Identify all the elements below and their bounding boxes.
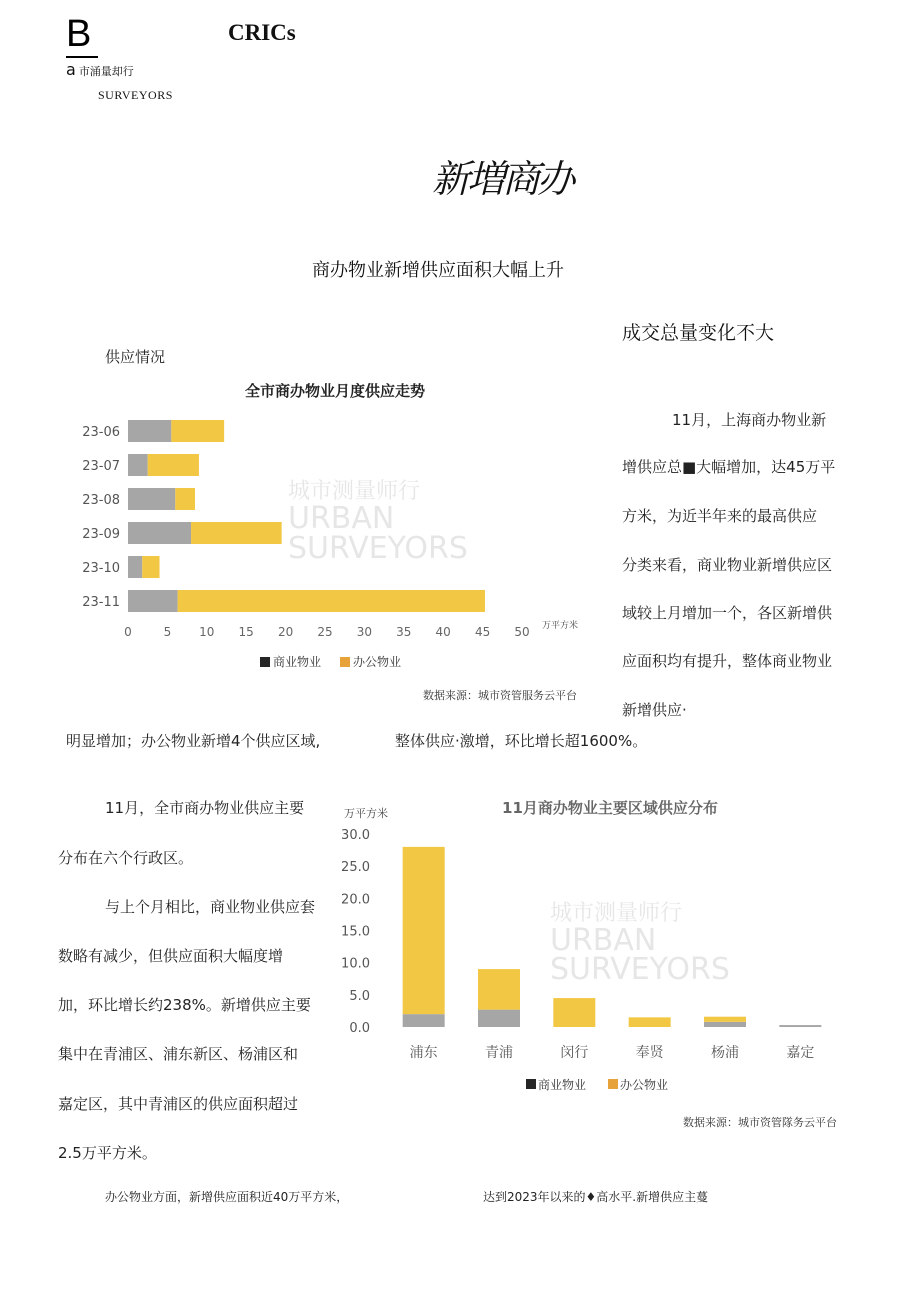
category-label: 23-09 — [82, 527, 120, 542]
summary-line-left: 明显增加；办公物业新增4个供应区域, — [66, 732, 321, 750]
x-tick-label: 40 — [435, 625, 451, 639]
page-title: 新増商办 — [432, 157, 573, 201]
x-tick-label: 30 — [356, 625, 373, 639]
left-paragraph-line: 2.5万平方米。 — [58, 1144, 157, 1162]
logo-sub-a: a — [66, 60, 76, 79]
left-paragraph-line: 分布在六个行政区。 — [58, 849, 194, 867]
bar-office — [553, 998, 595, 1027]
x-tick-label: 50 — [514, 625, 530, 639]
chart-title: 全市商办物业月度供应走势 — [244, 382, 426, 400]
watermark-line3: SURVEYORS — [288, 531, 468, 566]
x-tick-label: 35 — [396, 625, 412, 639]
brand-name: CRICs — [228, 20, 296, 45]
right-paragraph-line: 方米，为近半年来的最高供应 — [622, 507, 818, 525]
bar-commercial — [128, 556, 142, 578]
y-tick-label: 25.0 — [341, 860, 370, 876]
x-tick-label: 0 — [124, 625, 132, 639]
y-tick-label: 0.0 — [349, 1021, 370, 1036]
category-label: 嘉定 — [786, 1045, 815, 1061]
monthly-supply-chart — [60, 370, 610, 690]
bar-commercial — [779, 1025, 821, 1027]
y-tick-label: 10.0 — [341, 956, 370, 972]
x-tick-label: 20 — [277, 625, 294, 639]
category-label: 23-06 — [82, 425, 120, 440]
chart-title: 11月商办物业主要区域供应分布 — [502, 799, 718, 817]
chart2-source: 数据来源：城市资管隊务云平台 — [683, 1116, 837, 1129]
watermark — [288, 479, 468, 566]
watermark-line3: SURVEYORS — [550, 952, 730, 987]
bar-commercial — [128, 420, 171, 442]
category-label: 奉贤 — [635, 1045, 664, 1061]
bar-office — [175, 488, 195, 510]
watermark — [550, 901, 730, 987]
footer-text-left: 办公物业方面，新增供应面积近40万平方米， — [105, 1190, 349, 1204]
right-paragraph-line: 增供应总■大幅增加，达45万平 — [622, 458, 836, 476]
bar-office — [629, 1017, 671, 1027]
category-label: 23-11 — [82, 595, 120, 610]
legend-swatch-commercial — [526, 1079, 536, 1089]
y-tick-label: 20.0 — [341, 892, 370, 908]
bar-office — [403, 847, 445, 1014]
right-paragraph-line: 新增供应· — [622, 701, 687, 719]
surveyors-label: SURVEYORS — [98, 88, 173, 102]
bar-commercial — [403, 1014, 445, 1027]
watermark-line2: URBAN — [288, 501, 395, 536]
x-tick-label: 25 — [317, 625, 333, 639]
bar-office — [171, 420, 224, 442]
watermark-line1: 城市测量师行 — [288, 479, 421, 504]
x-tick-label: 15 — [238, 625, 254, 639]
legend-swatch-commercial — [260, 657, 270, 667]
legend-label-commercial: 商业物业 — [273, 655, 322, 669]
bar-commercial — [128, 488, 175, 510]
bar-office — [478, 969, 520, 1010]
category-label: 23-08 — [82, 493, 120, 508]
bar-office — [142, 556, 159, 578]
section-subtitle-supply: 商办物业新增供应面积大幅上升 — [312, 260, 564, 281]
left-paragraph-line: 与上个月相比，商业物业供应套 — [105, 898, 316, 916]
bar-office — [704, 1017, 746, 1022]
category-label: 23-10 — [82, 561, 120, 576]
legend-label-office: 办公物业 — [620, 1078, 669, 1092]
bar-commercial — [128, 454, 148, 476]
legend-label-office: 办公物业 — [353, 655, 402, 669]
y-tick-label: 30.0 — [341, 828, 370, 843]
right-paragraph-line: 应面积均有提升，整体商业物业 — [622, 652, 833, 670]
bar-office — [178, 590, 485, 612]
category-label: 23-07 — [82, 459, 120, 474]
chart1-source: 数据来源：城市资管服务云平台 — [423, 689, 577, 702]
footer-text-right: 达到2023年以来的♦高水平.新增供应主蔓 — [483, 1190, 709, 1204]
right-paragraph-line: 11月，上海商办物业新 — [672, 411, 827, 429]
district-supply-chart — [340, 795, 860, 1100]
watermark-line1: 城市测量师行 — [550, 901, 683, 926]
watermark-line2: URBAN — [550, 923, 657, 958]
x-axis-unit: 万平方米 — [542, 621, 579, 631]
logo-rule — [66, 56, 98, 58]
category-label: 杨浦 — [711, 1045, 739, 1061]
x-tick-label: 10 — [199, 625, 215, 639]
bar-commercial — [478, 1010, 520, 1027]
bar-office — [148, 454, 199, 476]
y-tick-label: 15.0 — [341, 924, 370, 940]
logo-sub-text: 市涌量却行 — [78, 65, 134, 78]
left-paragraph-line: 加，环比增长约238%。新增供应主要 — [58, 996, 311, 1014]
left-paragraph-line: 数略有减少，但供应面积大幅度增 — [58, 947, 284, 965]
right-paragraph-line: 域较上月增加一个，各区新增供 — [622, 604, 833, 622]
left-paragraph-line: 集中在青浦区、浦东新区、杨浦区和 — [58, 1045, 299, 1063]
bar-commercial — [128, 590, 178, 612]
logo-subtitle — [66, 60, 134, 79]
section-subtitle-deals: 成交总量变化不大 — [622, 322, 775, 344]
left-paragraph-line: 11月，全市商办物业供应主要 — [105, 799, 305, 817]
y-tick-label: 5.0 — [349, 988, 370, 1004]
logo-letter: B — [66, 13, 92, 55]
category-label: 闵行 — [560, 1045, 589, 1061]
bar-commercial — [128, 522, 191, 544]
legend-swatch-office — [608, 1079, 618, 1089]
category-label: 青浦 — [485, 1045, 513, 1061]
x-tick-label: 5 — [163, 625, 172, 639]
right-paragraph-line: 分类来看，商业物业新增供应区 — [622, 556, 833, 574]
supply-heading: 供应情况 — [105, 348, 166, 366]
legend-swatch-office — [340, 657, 350, 667]
bar-office — [191, 522, 282, 544]
summary-line-right: 整体供应·激增，环比增长超1600%。 — [395, 732, 648, 750]
x-tick-label: 45 — [474, 625, 491, 639]
category-label: 浦东 — [409, 1045, 438, 1061]
left-paragraph-line: 嘉定区，其中青浦区的供应面积超过 — [58, 1095, 299, 1113]
y-axis-unit: 万平方米 — [344, 807, 388, 820]
bar-commercial — [704, 1022, 746, 1027]
legend-label-commercial: 商业物业 — [538, 1078, 587, 1092]
